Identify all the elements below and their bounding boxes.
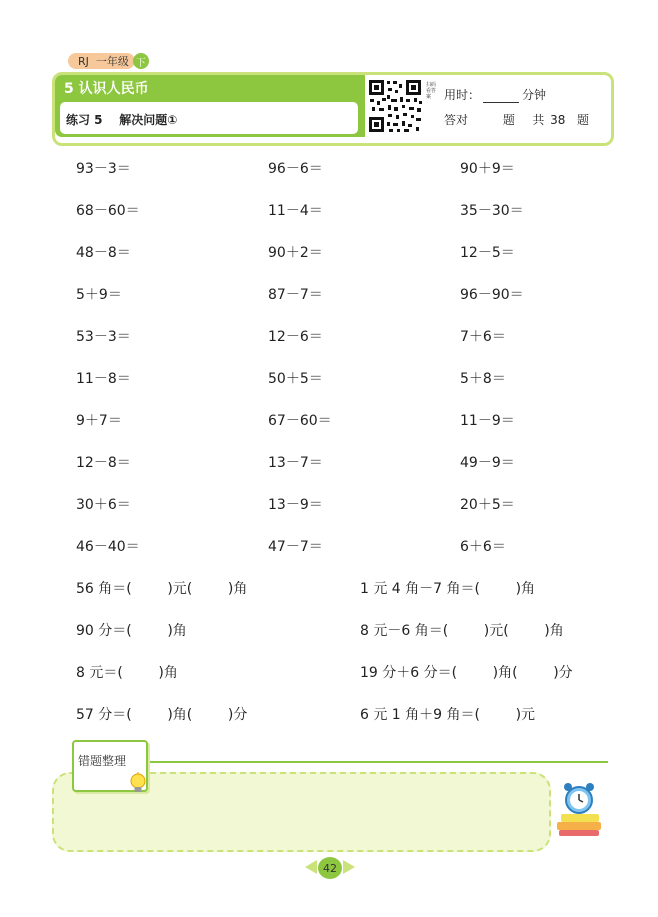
alarm-clock-books-icon bbox=[553, 778, 605, 838]
money-problem: 19 分＋6 分＝( )角( )分 bbox=[360, 665, 573, 681]
problem: 35－30＝ bbox=[460, 203, 524, 219]
problem: 11－4＝ bbox=[268, 203, 323, 219]
unit-title: 5 认识人民币 bbox=[64, 81, 149, 97]
problem: 13－9＝ bbox=[268, 497, 323, 513]
time-row bbox=[444, 86, 546, 103]
problem: 68－60＝ bbox=[76, 203, 140, 219]
money-problem: 90 分＝( )角 bbox=[76, 623, 187, 639]
problem: 13－7＝ bbox=[268, 455, 323, 471]
qr-code-icon[interactable] bbox=[366, 77, 424, 135]
problem: 93－3＝ bbox=[76, 161, 131, 177]
time-unit: 分钟 bbox=[522, 88, 547, 102]
problem: 20＋5＝ bbox=[460, 497, 515, 513]
exercise-name: 解决问题① bbox=[119, 113, 178, 127]
lightbulb-icon bbox=[128, 772, 148, 796]
problem: 90＋2＝ bbox=[268, 245, 323, 261]
problem: 50＋5＝ bbox=[268, 371, 323, 387]
problem: 47－7＝ bbox=[268, 539, 323, 555]
grade-edition: RJ bbox=[78, 54, 89, 68]
qr-caption: 扫码看答案 bbox=[426, 82, 437, 100]
problem: 30＋6＝ bbox=[76, 497, 131, 513]
problem: 12－6＝ bbox=[268, 329, 323, 345]
error-section-label: 错题整理 bbox=[78, 754, 127, 768]
page-number: 42 bbox=[318, 857, 342, 879]
problem: 11－9＝ bbox=[460, 413, 515, 429]
problem: 87－7＝ bbox=[268, 287, 323, 303]
time-blank[interactable] bbox=[483, 90, 519, 103]
money-problem: 1 元 4 角－7 角＝( )角 bbox=[360, 581, 536, 597]
problem: 53－3＝ bbox=[76, 329, 131, 345]
problem: 67－60＝ bbox=[268, 413, 332, 429]
problem: 5＋8＝ bbox=[460, 371, 506, 387]
problem: 5＋9＝ bbox=[76, 287, 122, 303]
problem: 96－90＝ bbox=[460, 287, 524, 303]
problem: 48－8＝ bbox=[76, 245, 131, 261]
problem: 7＋6＝ bbox=[460, 329, 506, 345]
problem: 9＋7＝ bbox=[76, 413, 122, 429]
problem: 46－40＝ bbox=[76, 539, 140, 555]
problem: 12－5＝ bbox=[460, 245, 515, 261]
money-problem: 6 元 1 角＋9 角＝( )元 bbox=[360, 707, 536, 723]
problem: 90＋9＝ bbox=[460, 161, 515, 177]
problem: 49－9＝ bbox=[460, 455, 515, 471]
problem: 96－6＝ bbox=[268, 161, 323, 177]
score-row: 答对 题 共 38 题 bbox=[444, 113, 590, 127]
volume-badge: 下 bbox=[133, 53, 149, 69]
problem: 11－8＝ bbox=[76, 371, 131, 387]
grade-label: 一年级 bbox=[95, 55, 129, 68]
grade-pill bbox=[68, 53, 135, 69]
time-label: 用时： bbox=[444, 88, 481, 102]
section-divider bbox=[150, 761, 608, 763]
grade-tag bbox=[68, 52, 149, 70]
problem: 12－8＝ bbox=[76, 455, 131, 471]
exercise-title bbox=[66, 111, 177, 128]
problem: 6＋6＝ bbox=[460, 539, 506, 555]
money-problem: 56 角＝( )元( )角 bbox=[76, 581, 248, 597]
money-problem: 8 元－6 角＝( )元( )角 bbox=[360, 623, 564, 639]
money-problem: 57 分＝( )角( )分 bbox=[76, 707, 248, 723]
money-problem: 8 元＝( )角 bbox=[76, 665, 178, 681]
exercise-label: 练习 5 bbox=[66, 113, 103, 127]
